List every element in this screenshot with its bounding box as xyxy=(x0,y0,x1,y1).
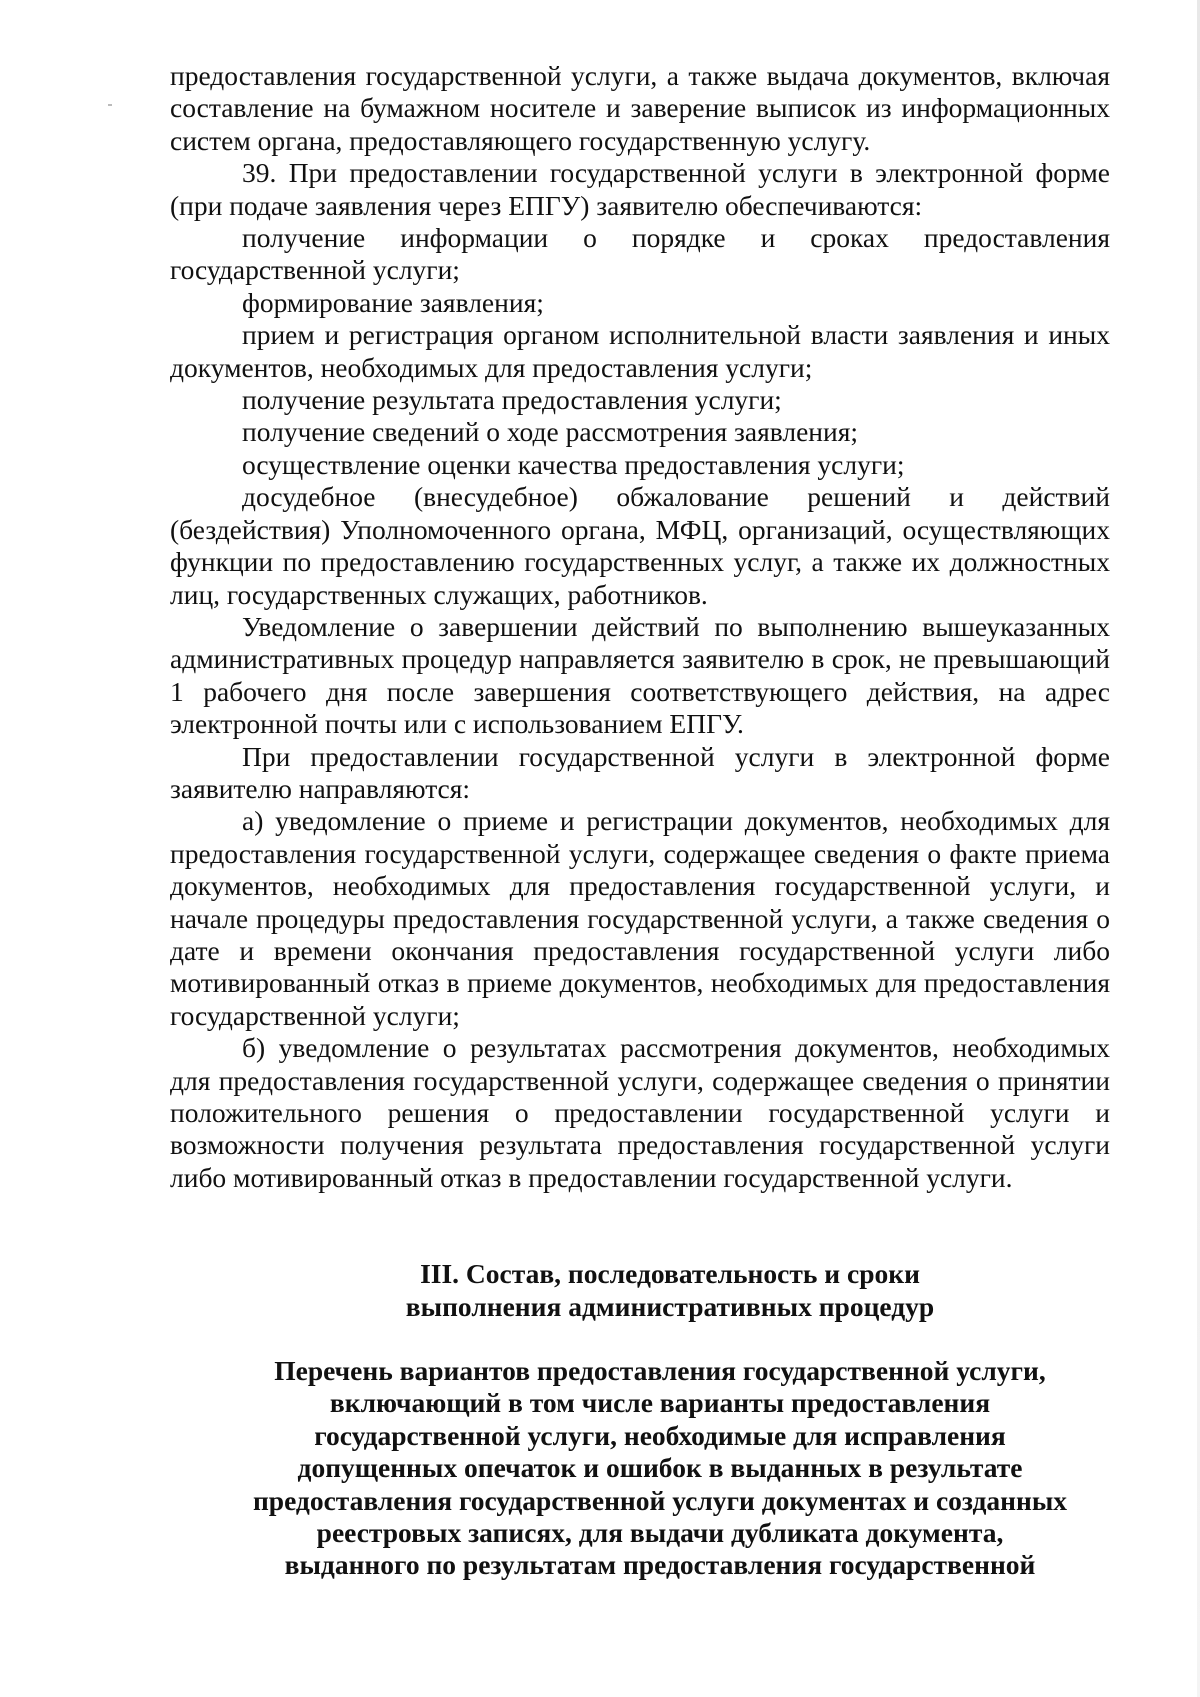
paragraph-electronic-form: При предоставлении государственной услуги в электронной форме заявителю направляются: xyxy=(170,740,1110,804)
subsection-heading-line: реестровых записях, для выдачи дубликата документа, xyxy=(316,1517,1004,1549)
list-item-appeal: досудебное (внесудебное) обжалование решений и действий (бездействия) Уполномоченного органа, МФЦ, организаций, осуществляющих функции по предоставлению государственных услуг, а также их должностных лиц, государственных служащих, работников. xyxy=(170,481,1110,610)
subsection-heading-line: включающий в том числе варианты предоставления xyxy=(329,1387,991,1419)
list-item-result: получение результата предоставления услуги; xyxy=(242,384,782,416)
document-page xyxy=(170,60,1110,1582)
subsection-heading-line: допущенных опечаток и ошибок в выданных в результате xyxy=(297,1452,1023,1484)
subsection-heading-line: предоставления государственной услуги документах и созданных xyxy=(252,1484,1068,1516)
subsection-spacer xyxy=(170,1323,1110,1355)
paragraph-notification: Уведомление о завершении действий по выполнению вышеуказанных административных процедур направляется заявителю в срок, не превышающий 1 рабочего дня после завершения соответствующего действия, на адрес электронной почты или с использованием ЕПГУ. xyxy=(170,610,1110,740)
list-item-registration: прием и регистрация органом исполнительной власти заявления и иных документов, необходимых для предоставления услуги; xyxy=(170,319,1110,383)
paragraph-continuation: предоставления государственной услуги, а также выдача документов, включая составление на бумажном носителе и заверение выписок из информационных систем органа, предоставляющего государственную услугу. xyxy=(170,60,1110,156)
list-item-form-application: формирование заявления; xyxy=(242,286,544,318)
subsection-heading xyxy=(170,1355,1110,1582)
paragraph-item-b: б) уведомление о результатах рассмотрения документов, необходимых для предоставления государственной услуги, содержащее сведения о принятии положительного решения о предоставлении государственной услуги и возможности получения результата предоставления государственной услуги либо мотивированный отказ в предоставлении государственной услуги. xyxy=(170,1032,1110,1193)
paragraph-item-a: а) уведомление о приеме и регистрации документов, необходимых для предоставления государственной услуги, содержащее сведения о факте приема документов, необходимых для предоставления государственной услуги, и начале процедуры предоставления государственной услуги, а также сведения о дате и времени окончания предоставления государственной услуги либо мотивированный отказ в приеме документов, необходимых для предоставления государственной услуги; xyxy=(170,805,1110,1031)
scan-artifact-mark xyxy=(108,104,112,106)
subsection-heading-line: выданного по результатам предоставления государственной xyxy=(284,1549,1036,1581)
section-heading xyxy=(170,1258,1110,1323)
section-heading-line: выполнения административных процедур xyxy=(405,1290,935,1322)
section-heading-line: III. Состав, последовательность и сроки xyxy=(420,1258,920,1290)
list-item-information: получение информации о порядке и сроках предоставления государственной услуги; xyxy=(170,222,1110,286)
section-spacer xyxy=(170,1194,1110,1258)
paragraph-item-39: 39. При предоставлении государственной услуги в электронной форме (при подаче заявления через ЕПГУ) заявителю обеспечиваются: xyxy=(170,157,1110,221)
list-item-quality-evaluation: осуществление оценки качества предоставления услуги; xyxy=(242,448,905,480)
subsection-heading-line: государственной услуги, необходимые для исправления xyxy=(314,1419,1006,1451)
list-item-progress-info: получение сведений о ходе рассмотрения заявления; xyxy=(242,416,858,448)
subsection-heading-line: Перечень вариантов предоставления государственной услуги, xyxy=(274,1355,1046,1387)
